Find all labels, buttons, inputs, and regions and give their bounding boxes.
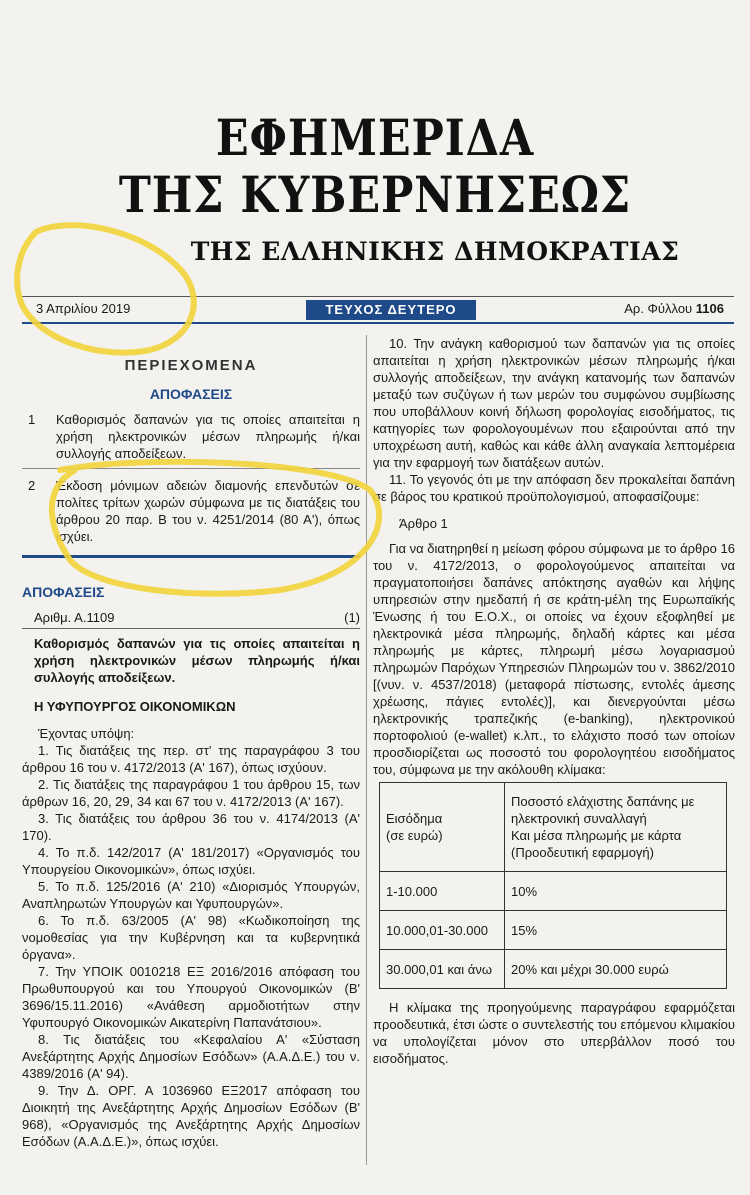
considering-paragraph: 11. Το γεγονός ότι με την απόφαση δεν προκαλείται δαπάνη σε βάρος του κρατικού προϋπολογισμού, αποφασίζουμε: [373,472,735,504]
decision-index: (1) [344,610,360,625]
masthead-subtitle: ΤΗΣ ΕΛΛΗΝΙΚΗΣ ΔΗΜΟΚΡΑΤΙΑΣ [190,237,680,266]
decisions-section-title: ΑΠΟΦΑΣΕΙΣ [22,584,105,600]
closing-paragraph: Η κλίμακα της προηγούμενης παραγράφου εφαρμόζεται προοδευτικά, έτσι ώστε ο συντελεστής του επόμενου κλιμακίου να υπολογίζεται μόνον στο υπερβάλλον ποσό του εισοδήματος. [373,1000,735,1066]
toc-item[interactable] [22,405,360,466]
toc-item[interactable] [22,471,360,549]
table-header-income: Εισόδημα (σε ευρώ) [380,783,505,872]
contents-title: ΠΕΡΙΕΧΟΜΕΝΑ [124,357,258,374]
table-cell-income: 10.000,01-30.000 [380,911,505,950]
toc-separator [22,468,360,469]
considering-paragraph: 7. Την ΥΠΟΙΚ 0010218 ΕΞ 2016/2016 απόφαση του Πρωθυπουργού και του Υπουργού Οικονομικών (Β' 3696/15.11.2016) «Ανάθεση αρμοδιοτήτων στην Υφυπουργό Οικονομικών Αικατερίνη Παπανάτσιου». [22,964,360,1030]
decision-title: Καθορισμός δαπανών για τις οποίες απαιτείται η χρήση ηλεκτρονικών μέσων πληρωμής ή/και συλλογής αποδείξεων. [34,636,360,685]
table-cell-rate: 15% [505,911,727,950]
article-heading: Άρθρο 1 [399,516,448,531]
masthead-rule-top [22,296,734,297]
considering-paragraph: 8. Τις διατάξεις του «Κεφαλαίου Α' «Σύσταση Ανεξάρτητης Αρχής Δημοσίων Εσόδων» (Α.Α.Δ.Ε.) του ν. 4389/2016 (Α' 94). [22,1032,360,1081]
considering-paragraph: 1. Τις διατάξεις της περ. στ' της παραγράφου 3 του άρθρου 16 του ν. 4172/2013 (Α' 167), όπως ισχύουν. [22,743,360,775]
toc-item-text: Καθορισμός δαπανών για τις οποίες απαιτείται η χρήση ηλεκτρονικών μέσων πληρωμής ή/και συλλογής αποδείξεων. [56,412,360,461]
toc-end-rule [22,555,360,558]
toc-item-number: 2 [28,478,36,493]
table-header-row [380,783,727,872]
decision-number: Αριθμ. Α.1109 [34,610,115,625]
table-header-rate: Ποσοστό ελάχιστης δαπάνης με ηλεκτρονική συναλλαγή Και μέσα πληρωμής με κάρτα (Προοδευτική εφαρμογή) [505,783,727,872]
issue-volume-badge: ΤΕΥΧΟΣ ΔΕΥΤΕΡΟ [306,300,476,320]
table-cell-income: 30.000,01 και άνω [380,950,505,989]
table-row [380,872,727,911]
sheet-number-value: 1106 [695,301,724,316]
masthead-title-line2: ΤΗΣ ΚΥΒΕΡΝΗΣΕΩΣ [118,165,632,224]
considering-paragraph: 3. Τις διατάξεις του άρθρου 36 του ν. 4174/2013 (Α' 170). [22,811,360,843]
issue-date: 3 Απριλίου 2019 [36,301,131,316]
contents-heading: ΑΠΟΦΑΣΕΙΣ [149,386,233,402]
table-cell-rate: 20% και μέχρι 30.000 ευρώ [505,950,727,989]
right-column [373,335,735,1067]
table-row [380,911,727,950]
considering-paragraph: 6. Το π.δ. 63/2005 (Α' 98) «Κωδικοποίηση της νομοθεσίας για την Κυβέρνηση και τα κυβερνητικά όργανα». [22,913,360,962]
toc-item-number: 1 [28,412,36,427]
article-text: Για να διατηρηθεί η μείωση φόρου σύμφωνα με το άρθρο 16 του ν. 4172/2013, ο φορολογούμενος απαιτείται να πραγματοποιήσει δαπάνες απόκτησης αγαθών και λήψης υπηρεσιών στην ημεδαπή ή σε κράτη-μέλη της Ευρωπαϊκής Ένωσης ή του Ε.Ο.Χ., οι οποίες να έχουν εξοφληθεί με ηλεκτρονικά μέσα πληρωμής, δηλαδή κάρτες και μέσα πληρωμής με κάρτες, πληρωμή μέσω λογαριασμού πληρωμών Παρόχων Υπηρεσιών Πληρωμών του ν. 3862/2010 [(νυν. ν. 4537/2018) (μεταφορά πίστωσης, εντολές άμεσης χρέωσης, πάγιες εντολές)], και διενεργούνται μέσω ηλεκτρονικής τραπεζικής (e-banking), ηλεκτρονικού πορτοφολιού (e-wallet) κ.λπ., το ελάχιστο ποσό των οποίων προσδιορίζεται ως ποσοστό του φορολογητέου εισοδήματος του, σύμφωνα με την ακόλουθη κλίμακα: [373,541,735,777]
table-row [380,950,727,989]
masthead-title-line1: ΕΦΗΜΕΡΙΔΑ [215,108,535,167]
sheet-number-label: Αρ. Φύλλου [624,301,693,316]
left-column [22,335,360,1150]
table-cell-rate: 10% [505,872,727,911]
considering-paragraph: 5. Το π.δ. 125/2016 (Α' 210) «Διορισμός Υπουργών, Αναπληρωτών Υπουργών και Υφυπουργών». [22,879,360,911]
minister-heading: Η ΥΦΥΠΟΥΡΓΟΣ ΟΙΚΟΝΟΜΙΚΩΝ [34,699,236,714]
considering-paragraph: 10. Την ανάγκη καθορισμού των δαπανών για τις οποίες απαιτείται η χρήση ηλεκτρονικών μέσων πληρωμής ή/και συλλογής αποδείξεων, την ανάγκη κατανομής των δαπανών μεταξύ των συζύγων ή των μερών του συμφώνου συμβίωσης που υποβάλλουν κοινή δήλωση φορολογίας εισοδήματος, τις κατηγορίες των φορολογουμένων που εξαιρούνται από την υποχρέωση αυτή, καθώς και κάθε άλλη αναγκαία λεπτομέρεια για την εφαρμογή των διατάξεων αυτών. [373,336,735,470]
considering-paragraph: 2. Τις διατάξεις της παραγράφου 1 του άρθρου 15, των άρθρων 16, 20, 29, 34 και 67 του ν. 4172/2013 (Α' 167). [22,777,360,809]
considering-intro: Έχοντας υπόψη: [38,726,135,741]
income-brackets-table [379,782,727,989]
dateline-bar [28,300,732,322]
masthead-rule-bottom [22,322,734,324]
column-divider [366,335,367,1165]
table-cell-income: 1-10.000 [380,872,505,911]
sheet-number [624,301,724,316]
considering-paragraph: 4. Το π.δ. 142/2017 (Α' 181/2017) «Οργανισμός του Υπουργείου Οικονομικών», όπως ισχύει. [22,845,360,877]
toc-item-text: Έκδοση μόνιμων αδειών διαμονής επενδυτών σε πολίτες τρίτων χωρών σύμφωνα με τις διατάξεις του άρθρου 20 παρ. Β του ν. 4251/2014 (80 Α'), όπως ισχύει. [56,478,360,544]
considering-paragraph: 9. Την Δ. ΟΡΓ. Α 1036960 ΕΞ2017 απόφαση του Διοικητή της Ανεξάρτητης Αρχής Δημοσίων Εσόδων (Β' 968), «Οργανισμός της Ανεξάρτητης Αρχής Δημοσίων Εσόδων (Α.Α.Δ.Ε.)», όπως ισχύει. [22,1083,360,1149]
decision-number-row [22,609,360,629]
